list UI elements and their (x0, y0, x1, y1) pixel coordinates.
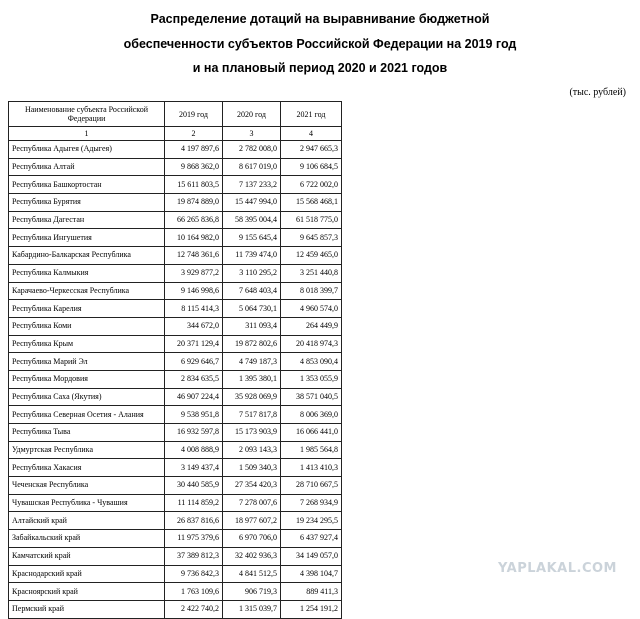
value-2020-cell: 58 395 004,4 (223, 211, 281, 229)
value-2019-cell: 8 115 414,3 (165, 300, 223, 318)
region-name-cell: Чувашская Республика - Чувашия (9, 494, 165, 512)
table-row (9, 247, 342, 265)
table-row (9, 335, 342, 353)
table-row (9, 477, 342, 495)
region-name-cell: Республика Хакасия (9, 459, 165, 477)
table-row (9, 494, 342, 512)
value-2021-cell: 7 268 934,9 (281, 494, 342, 512)
value-2019-cell: 20 371 129,4 (165, 335, 223, 353)
value-2019-cell: 4 197 897,6 (165, 141, 223, 159)
value-2020-cell: 4 841 512,5 (223, 565, 281, 583)
value-2020-cell: 311 093,4 (223, 317, 281, 335)
value-2020-cell: 6 970 706,0 (223, 530, 281, 548)
value-2020-cell: 906 719,3 (223, 583, 281, 601)
value-2020-cell: 8 617 019,0 (223, 158, 281, 176)
value-2019-cell: 66 265 836,8 (165, 211, 223, 229)
site-watermark: YAPLAKAL.COM (498, 561, 617, 576)
column-header-2020: 2020 год (223, 102, 281, 127)
value-2021-cell: 61 518 775,0 (281, 211, 342, 229)
region-name-cell: Республика Мордовия (9, 370, 165, 388)
value-2019-cell: 9 538 951,8 (165, 406, 223, 424)
region-name-cell: Карачаево-Черкесская Республика (9, 282, 165, 300)
value-2020-cell: 2 093 143,3 (223, 441, 281, 459)
value-2021-cell: 16 066 441,0 (281, 424, 342, 442)
table-row (9, 547, 342, 565)
value-2020-cell: 7 517 817,8 (223, 406, 281, 424)
region-name-cell: Республика Тыва (9, 424, 165, 442)
value-2021-cell: 1 413 410,3 (281, 459, 342, 477)
document-title-line-1: Распределение дотаций на выравнивание бюджетной (150, 12, 490, 26)
region-name-cell: Республика Адыгея (Адыгея) (9, 141, 165, 159)
value-2019-cell: 16 932 597,8 (165, 424, 223, 442)
value-2021-cell: 4 853 090,4 (281, 353, 342, 371)
value-2020-cell: 9 155 645,4 (223, 229, 281, 247)
value-2020-cell: 15 447 994,0 (223, 194, 281, 212)
region-name-cell: Забайкальский край (9, 530, 165, 548)
region-name-cell: Красноярский край (9, 583, 165, 601)
value-2021-cell: 3 251 440,8 (281, 264, 342, 282)
value-2019-cell: 15 611 803,5 (165, 176, 223, 194)
value-2021-cell: 9 645 857,3 (281, 229, 342, 247)
table-row (9, 441, 342, 459)
region-name-cell: Республика Карелия (9, 300, 165, 318)
value-2019-cell: 9 736 842,3 (165, 565, 223, 583)
table-header-row (9, 102, 342, 127)
table-row (9, 300, 342, 318)
value-2021-cell: 20 418 974,3 (281, 335, 342, 353)
value-2020-cell: 7 137 233,2 (223, 176, 281, 194)
value-2020-cell: 1 315 039,7 (223, 600, 281, 618)
table-body (9, 141, 342, 619)
value-2019-cell: 3 929 877,2 (165, 264, 223, 282)
table-row (9, 600, 342, 618)
value-2021-cell: 28 710 667,5 (281, 477, 342, 495)
value-2021-cell: 12 459 465,0 (281, 247, 342, 265)
value-2019-cell: 26 837 816,6 (165, 512, 223, 530)
column-number: 1 (9, 127, 165, 141)
region-name-cell: Республика Бурятия (9, 194, 165, 212)
value-2020-cell: 35 928 069,9 (223, 388, 281, 406)
value-2021-cell: 889 411,3 (281, 583, 342, 601)
column-number-row (9, 127, 342, 141)
region-name-cell: Алтайский край (9, 512, 165, 530)
table-row (9, 406, 342, 424)
region-name-cell: Пермский край (9, 600, 165, 618)
value-2019-cell: 344 672,0 (165, 317, 223, 335)
region-name-cell: Республика Северная Осетия - Алания (9, 406, 165, 424)
region-name-cell: Республика Дагестан (9, 211, 165, 229)
region-name-cell: Чеченская Республика (9, 477, 165, 495)
table-row (9, 211, 342, 229)
column-header-2021: 2021 год (281, 102, 342, 127)
value-2019-cell: 9 146 998,6 (165, 282, 223, 300)
table-row (9, 512, 342, 530)
region-name-cell: Камчатский край (9, 547, 165, 565)
document-title-line-2: обеспеченности субъектов Российской Федерации на 2019 год (123, 37, 517, 51)
table-row (9, 194, 342, 212)
value-2020-cell: 1 395 380,1 (223, 370, 281, 388)
value-2019-cell: 4 008 888,9 (165, 441, 223, 459)
region-name-cell: Республика Алтай (9, 158, 165, 176)
value-2021-cell: 264 449,9 (281, 317, 342, 335)
value-2021-cell: 1 353 055,9 (281, 370, 342, 388)
units-note: (тыс. рублей) (569, 87, 626, 98)
value-2019-cell: 11 114 859,2 (165, 494, 223, 512)
value-2020-cell: 18 977 607,2 (223, 512, 281, 530)
value-2019-cell: 2 422 740,2 (165, 600, 223, 618)
value-2020-cell: 7 648 403,4 (223, 282, 281, 300)
value-2019-cell: 1 763 109,6 (165, 583, 223, 601)
value-2019-cell: 12 748 361,6 (165, 247, 223, 265)
table-row (9, 158, 342, 176)
column-number: 4 (281, 127, 342, 141)
subsidies-table (8, 101, 342, 619)
table-row (9, 424, 342, 442)
column-number: 2 (165, 127, 223, 141)
region-name-cell: Республика Саха (Якутия) (9, 388, 165, 406)
value-2021-cell: 2 947 665,3 (281, 141, 342, 159)
value-2019-cell: 11 975 379,6 (165, 530, 223, 548)
value-2019-cell: 10 164 982,0 (165, 229, 223, 247)
value-2019-cell: 2 834 635,5 (165, 370, 223, 388)
value-2021-cell: 34 149 057,0 (281, 547, 342, 565)
region-name-cell: Республика Калмыкия (9, 264, 165, 282)
column-header-2019: 2019 год (165, 102, 223, 127)
table-row (9, 565, 342, 583)
region-name-cell: Республика Марий Эл (9, 353, 165, 371)
column-number: 3 (223, 127, 281, 141)
region-name-cell: Республика Коми (9, 317, 165, 335)
table-row (9, 282, 342, 300)
value-2019-cell: 37 389 812,3 (165, 547, 223, 565)
table-row (9, 229, 342, 247)
value-2021-cell: 1 254 191,2 (281, 600, 342, 618)
value-2019-cell: 9 868 362,0 (165, 158, 223, 176)
region-name-cell: Краснодарский край (9, 565, 165, 583)
value-2019-cell: 30 440 585,9 (165, 477, 223, 495)
value-2019-cell: 3 149 437,4 (165, 459, 223, 477)
table-row (9, 353, 342, 371)
table-row (9, 388, 342, 406)
table-row (9, 530, 342, 548)
value-2020-cell: 11 739 474,0 (223, 247, 281, 265)
value-2020-cell: 2 782 008,0 (223, 141, 281, 159)
value-2020-cell: 7 278 007,6 (223, 494, 281, 512)
column-header-region: Наименование субъекта Российской Федерации (9, 102, 165, 127)
value-2021-cell: 6 722 002,0 (281, 176, 342, 194)
value-2021-cell: 8 006 369,0 (281, 406, 342, 424)
value-2020-cell: 3 110 295,2 (223, 264, 281, 282)
value-2021-cell: 6 437 927,4 (281, 530, 342, 548)
value-2021-cell: 8 018 399,7 (281, 282, 342, 300)
value-2020-cell: 32 402 936,3 (223, 547, 281, 565)
value-2019-cell: 46 907 224,4 (165, 388, 223, 406)
value-2021-cell: 4 960 574,0 (281, 300, 342, 318)
document-title-line-3: и на плановый период 2020 и 2021 годов (192, 61, 448, 75)
table-row (9, 370, 342, 388)
value-2021-cell: 1 985 564,8 (281, 441, 342, 459)
value-2019-cell: 19 874 889,0 (165, 194, 223, 212)
value-2020-cell: 19 872 802,6 (223, 335, 281, 353)
region-name-cell: Удмуртская Республика (9, 441, 165, 459)
value-2021-cell: 19 234 295,5 (281, 512, 342, 530)
region-name-cell: Республика Башкортостан (9, 176, 165, 194)
value-2021-cell: 4 398 104,7 (281, 565, 342, 583)
table-row (9, 459, 342, 477)
table-row (9, 264, 342, 282)
value-2021-cell: 9 106 684,5 (281, 158, 342, 176)
table-row (9, 317, 342, 335)
value-2020-cell: 4 749 187,3 (223, 353, 281, 371)
value-2019-cell: 6 929 646,7 (165, 353, 223, 371)
value-2020-cell: 1 509 340,3 (223, 459, 281, 477)
value-2020-cell: 5 064 730,1 (223, 300, 281, 318)
region-name-cell: Республика Крым (9, 335, 165, 353)
value-2020-cell: 15 173 903,9 (223, 424, 281, 442)
value-2021-cell: 38 571 040,5 (281, 388, 342, 406)
table-row (9, 176, 342, 194)
region-name-cell: Республика Ингушетия (9, 229, 165, 247)
table-row (9, 141, 342, 159)
region-name-cell: Кабардино-Балкарская Республика (9, 247, 165, 265)
value-2021-cell: 15 568 468,1 (281, 194, 342, 212)
value-2020-cell: 27 354 420,3 (223, 477, 281, 495)
